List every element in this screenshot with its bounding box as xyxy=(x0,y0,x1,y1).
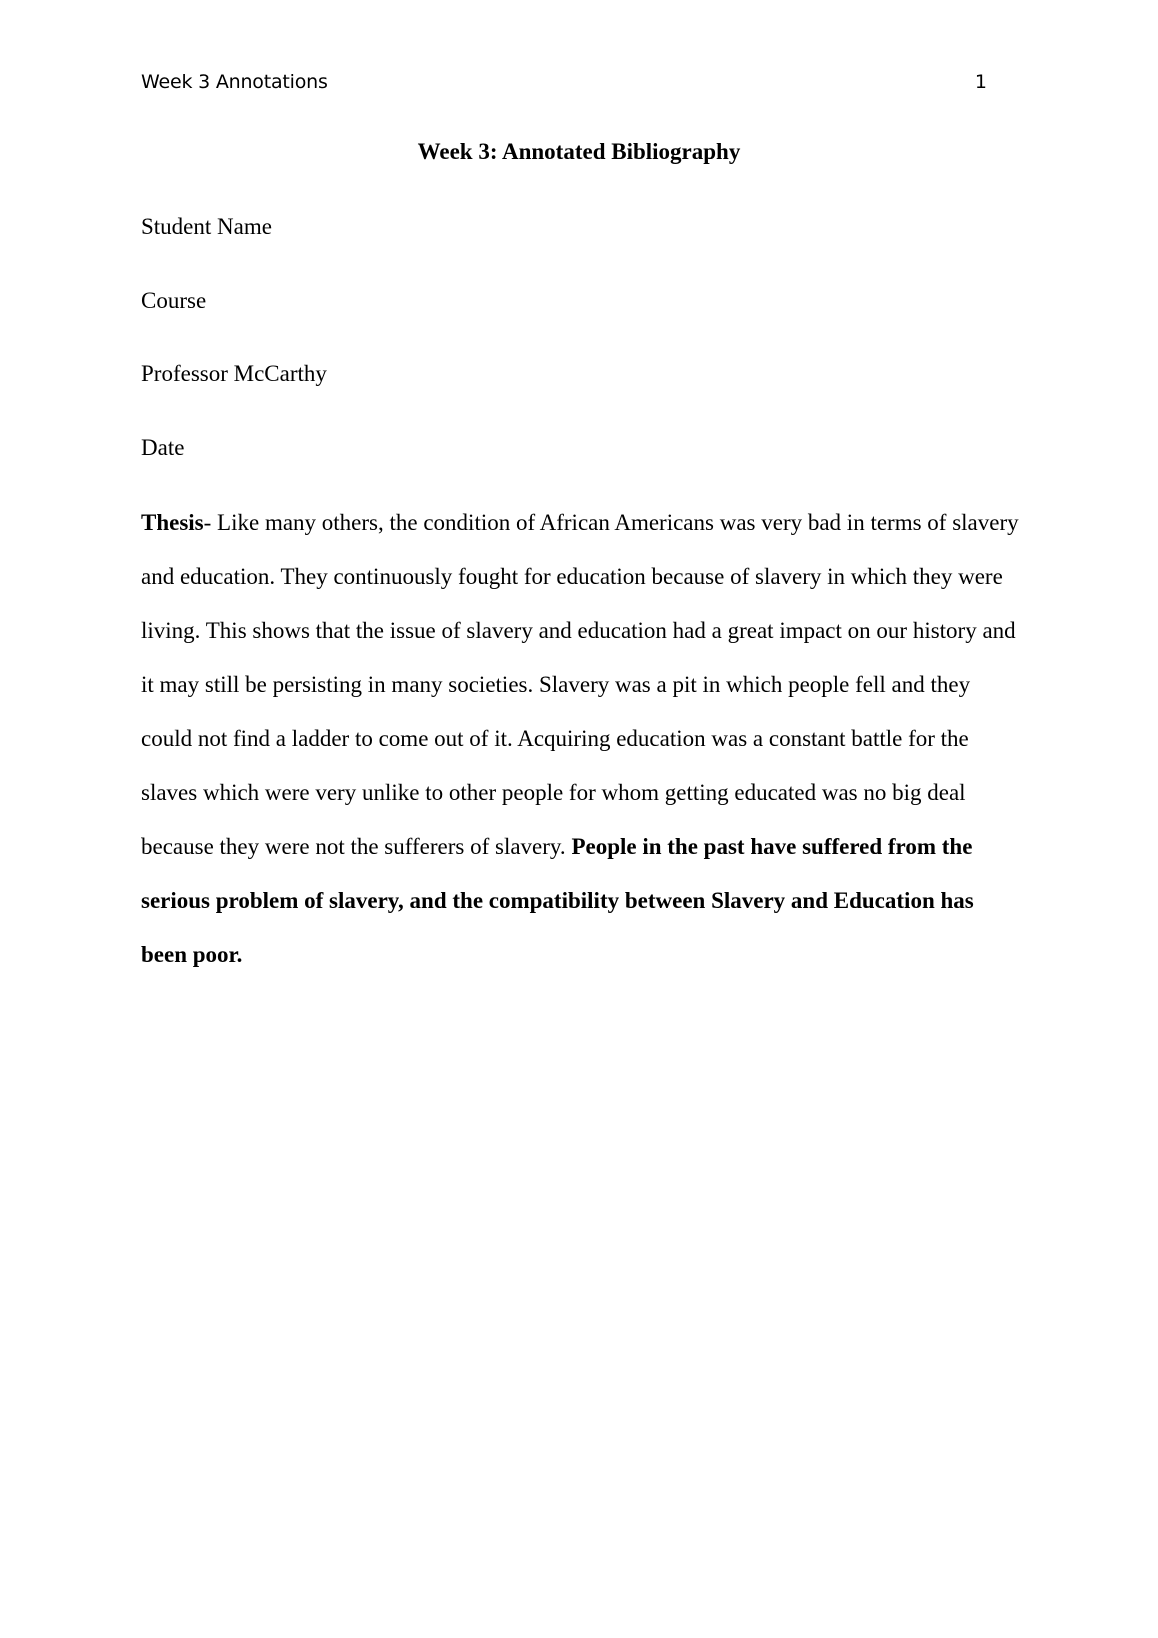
document-title: Week 3: Annotated Bibliography xyxy=(417,139,741,164)
thesis-label: Thesis xyxy=(141,510,204,535)
thesis-statement: People in the past have suffered from the serious problem of slavery, and the compatibility between Slavery and Education has been poor. xyxy=(141,834,974,967)
date-line: Date xyxy=(141,435,185,460)
student-name: Student Name xyxy=(141,214,272,239)
thesis-body: - Like many others, the condition of African Americans was very bad in terms of slavery and education. They continuously fought for education because of slavery in which they were living. This shows that the issue of slavery and education had a great impact on our history and it may still be persisting in many societies. Slavery was a pit in which people fell and they could not find a ladder to come out of it. Acquiring education was a constant battle for the slaves which were very unlike to other people for whom getting educated was no big deal because they were not the sufferers of slavery. xyxy=(141,510,1019,859)
thesis-paragraph xyxy=(141,496,1023,982)
running-head: Week 3 Annotations xyxy=(141,71,328,93)
page-number: 1 xyxy=(974,71,987,93)
course-name: Course xyxy=(141,288,207,313)
professor-name: Professor McCarthy xyxy=(141,361,327,386)
